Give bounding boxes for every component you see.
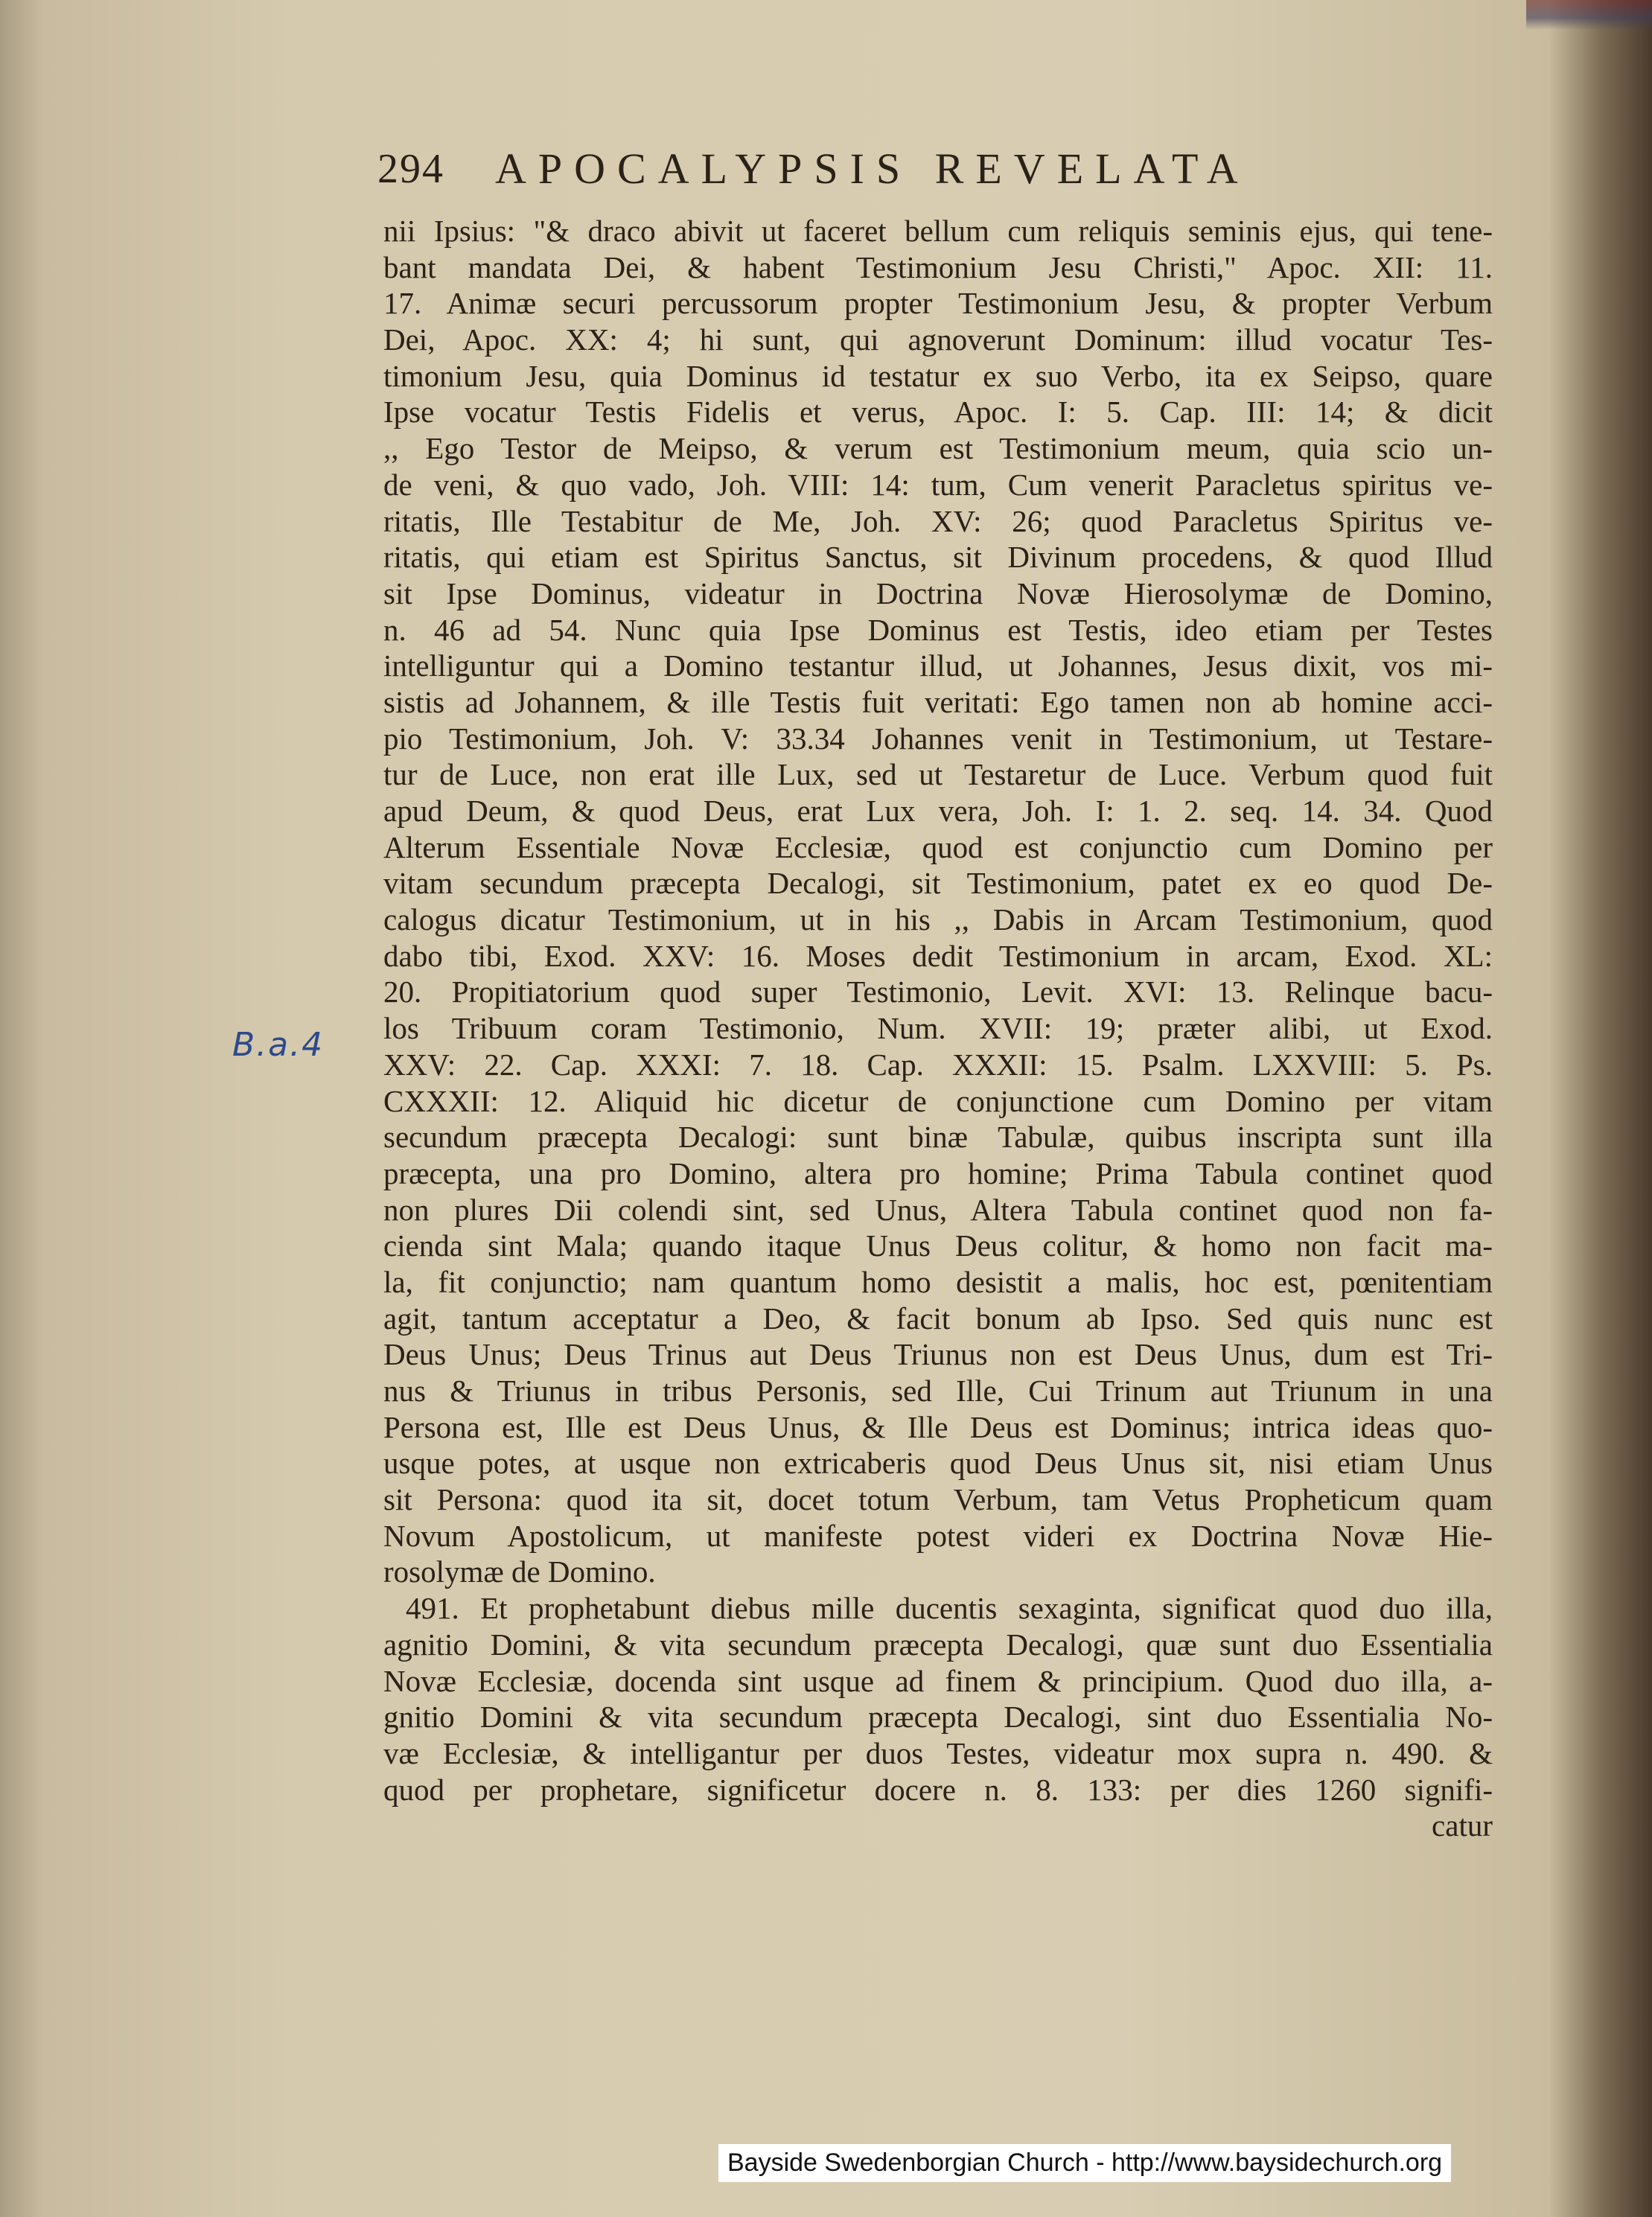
text-line: Persona est, Ille est Deus Unus, & Ille Deus est Dominus; intrica ideas quo- [383,1409,1493,1444]
text-line: rosolymæ de Domino. [383,1554,656,1589]
text-line: Ipse vocatur Testis Fidelis et verus, Apoc. I: 5. Cap. III: 14; & dicit [383,395,1493,430]
text-line: n. 46 ad 54. Nunc quia Ipse Dominus est Testis, ideo etiam per Testes [383,612,1493,647]
text-line: 20. Propitiatorium quod super Testimonio, Levit. XVI: 13. Relinque bacu- [383,974,1493,1009]
text-line: pio Testimonium, Joh. V: 33.34 Johannes venit in Testimonium, ut Testare- [383,721,1493,756]
text-line: væ Ecclesiæ, & intelligantur per duos Testes, videatur mox supra n. 490. & [383,1735,1493,1770]
text-line: gnitio Domini & vita secundum præcepta Decalogi, sint duo Essentialia No- [383,1700,1493,1735]
handwritten-margin-note: B.a.4 [232,1026,325,1064]
text-line: ,, Ego Testor de Meipso, & verum est Testimonium meum, quia scio un- [383,431,1493,466]
text-line: Deus Unus; Deus Trinus aut Deus Triunus non est Deus Unus, dum est Tri- [383,1337,1493,1372]
text-line: intelliguntur qui a Domino testantur illud, ut Johannes, Jesus dixit, vos mi- [383,648,1493,683]
text-line: Dei, Apoc. XX: 4; hi sunt, qui agnoverunt Dominum: illud vocatur Tes- [383,322,1493,357]
text-line: quod per prophetare, significetur docere n. 8. 133: per dies 1260 signifi- [383,1772,1493,1807]
running-title: APOCALYPSIS REVELATA [495,144,1250,193]
page-header [0,138,1652,197]
text-line: præcepta, una pro Domino, altera pro homine; Prima Tabula continet quod [383,1155,1493,1190]
text-line: sistis ad Johannem, & ille Testis fuit veritati: Ego tamen non ab homine acci- [383,684,1493,719]
text-line: vitam secundum præcepta Decalogi, sit Testimonium, patet ex eo quod De- [383,866,1493,901]
text-line: 17. Animæ securi percussorum propter Testimonium Jesu, & propter Verbum [383,286,1493,321]
text-line: usque potes, at usque non extricaberis quod Deus Unus sit, nisi etiam Unus [383,1446,1493,1481]
text-line: Alterum Essentiale Novæ Ecclesiæ, quod est conjunctio cum Domino per [383,829,1493,864]
text-line: bant mandata Dei, & habent Testimonium Jesu Christi," Apoc. XII: 11. [383,249,1493,284]
text-line: XXV: 22. Cap. XXXI: 7. 18. Cap. XXXII: 15. Psalm. LXXVIII: 5. Ps. [383,1047,1493,1082]
text-line: los Tribuum coram Testimonio, Num. XVII: 19; præter alibi, ut Exod. [383,1011,1493,1046]
text-line: dabo tibi, Exod. XXV: 16. Moses dedit Testimonium in arcam, Exod. XL: [383,938,1493,973]
text-line: timonium Jesu, quia Dominus id testatur ex suo Verbo, ita ex Seipso, quare [383,358,1493,393]
text-line: non plures Dii colendi sint, sed Unus, Altera Tabula continet quod non fa- [383,1192,1493,1227]
text-line: secundum præcepta Decalogi: sunt binæ Tabulæ, quibus inscripta sunt illa [383,1120,1493,1155]
text-line: sit Ipse Dominus, videatur in Doctrina Novæ Hierosolymæ de Domino, [383,575,1493,610]
catchword: catur [1432,1808,1493,1843]
text-line: nii Ipsius: "& draco abivit ut faceret bellum cum reliquis seminis ejus, qui tene- [383,214,1493,248]
text-line: ritatis, Ille Testabitur de Me, Joh. XV: 26; quod Paracletus Spiritus ve- [383,503,1493,538]
text-line: tur de Luce, non erat ille Lux, sed ut Testaretur de Luce. Verbum quod fuit [383,757,1493,792]
text-line: la, fit conjunctio; nam quantum homo desistit a malis, hoc est, pœnitentiam [383,1264,1493,1299]
text-line: agnitio Domini, & vita secundum præcepta Decalogi, quæ sunt duo Essentialia [383,1627,1493,1662]
paragraph-491-start: 491. Et prophetabunt diebus mille ducentis sexaginta, significat quod duo illa, [406,1591,1493,1626]
page-number: 294 [377,146,444,192]
text-line: nus & Triunus in tribus Personis, sed Ille, Cui Trinum aut Triunum in una [383,1374,1493,1408]
text-line: ritatis, qui etiam est Spiritus Sanctus, sit Divinum procedens, & quod Illud [383,540,1493,575]
text-line: sit Persona: quod ita sit, docet totum Verbum, tam Vetus Propheticum quam [383,1482,1493,1517]
body-text [383,213,1493,1844]
text-line: CXXXII: 12. Aliquid hic dicetur de conjunctione cum Domino per vitam [383,1083,1493,1118]
book-spine-edge [1526,0,1652,30]
text-line: Novæ Ecclesiæ, docenda sint usque ad finem & principium. Quod duo illa, a- [383,1663,1493,1698]
text-line: Novum Apostolicum, ut manifeste potest videri ex Doctrina Novæ Hie- [383,1518,1493,1553]
text-line: de veni, & quo vado, Joh. VIII: 14: tum, Cum venerit Paracletus spiritus ve- [383,467,1493,502]
text-line: calogus dicatur Testimonium, ut in his ,, Dabis in Arcam Testimonium, quod [383,902,1493,937]
footer-credit: Bayside Swedenborgian Church - http://www.baysidechurch.org [718,2144,1451,2182]
text-line: cienda sint Mala; quando itaque Unus Deus colitur, & homo non facit ma- [383,1228,1493,1263]
text-line: agit, tantum acceptatur a Deo, & facit bonum ab Ipso. Sed quis nunc est [383,1301,1493,1336]
text-line: apud Deum, & quod Deus, erat Lux vera, Joh. I: 1. 2. seq. 14. 34. Quod [383,794,1493,828]
